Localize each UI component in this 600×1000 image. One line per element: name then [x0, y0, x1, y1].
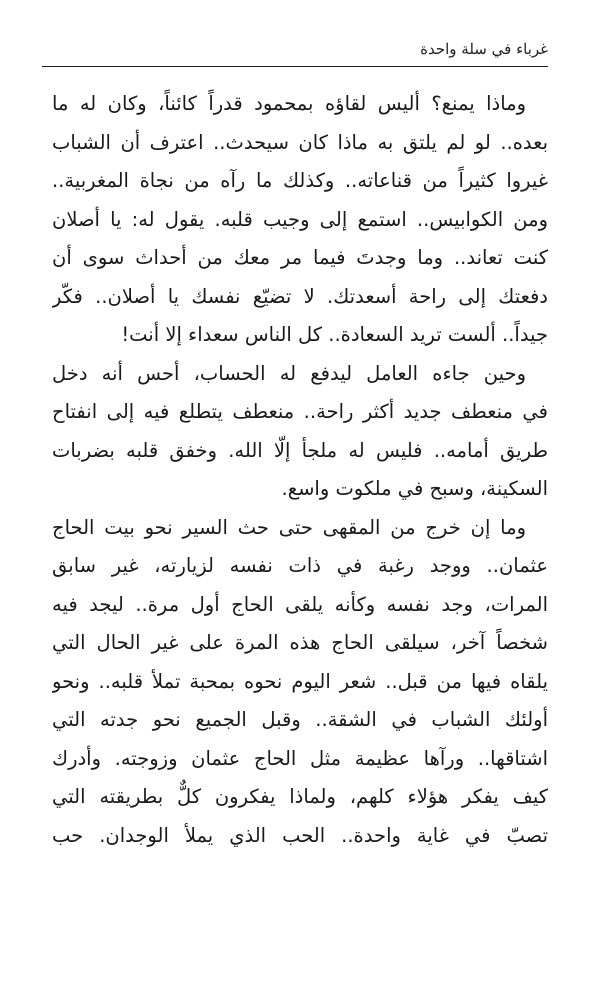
header-rule — [42, 66, 548, 67]
text-line: وحين جاءه العامل ليدفع له الحساب، أحس أنه دخل — [52, 361, 526, 385]
text-line: دفعتك إلى راحة أسعدتك. لا تضيّع نفسك يا أصلان.. فكّر — [52, 284, 548, 308]
text-line: طريق أمامه.. فليس له ملجأ إلّا الله. وخفق قلبه بضربات — [52, 438, 548, 462]
text-line: جيداً.. ألست تريد السعادة.. كل الناس سعداء إلا أنت! — [121, 323, 548, 346]
text-line: اشتاقها.. ورآها عظيمة مثل الحاج عثمان وزوجته. وأدرك — [52, 746, 548, 770]
text-line: في منعطف جديد أكثر راحة.. منعطف يتطلع فيه إلى انفتاح — [52, 400, 548, 423]
text-line: وما إن خرج من المقهى حتى حث السير نحو بيت الحاج — [52, 515, 526, 539]
text-line: ومن الكوابيس.. استمع إلى وجيب قلبه. يقول له: يا أصلان — [52, 207, 548, 231]
running-header: غرباء في سلة واحدة — [420, 40, 548, 58]
text-line: بعده.. لو لم يلتق به ماذا كان سيحدث.. اعترف أن الشباب — [52, 130, 548, 154]
text-line: أولئك الشباب في الشقة.. وقبل الجميع نحو جدته التي — [52, 708, 548, 731]
text-line: غيروا كثيراً من قناعاته.. وكذلك ما رآه من نجاة المغربية.. — [52, 169, 548, 192]
text-line: وماذا يمنع؟ أليس لقاؤه بمحمود قدراً كائناً، وكان له ما — [52, 92, 526, 115]
text-line: شخصاً آخر، سيلقى الحاج هذه المرة على غير الحال التي — [52, 631, 548, 654]
text-line: كيف يفكر هؤلاء كلهم، ولماذا يفكرون كلٌّ بطريقته التي — [52, 785, 548, 808]
body-text — [52, 85, 548, 855]
text-line: المرات، وجد نفسه وكأنه يلقى الحاج أول مرة.. ليجد فيه — [52, 592, 548, 616]
text-line: تصبّ في غاية واحدة.. الحب الذي يملأ الوجدان. حب — [52, 823, 548, 847]
text-line: يلقاه فيها من قبل.. شعر اليوم نحوه بمحبة تملأ قلبه.. ونحو — [52, 669, 548, 693]
text-line: كنت تعاند.. وما وجدتَ فيما مر معك من أحداث سوى أن — [52, 246, 548, 269]
text-line: عثمان.. ووجد رغبة في ذات نفسه لزيارته، غير سابق — [52, 554, 548, 577]
text-line: السكينة، وسبح في ملكوت واسع. — [281, 477, 548, 500]
